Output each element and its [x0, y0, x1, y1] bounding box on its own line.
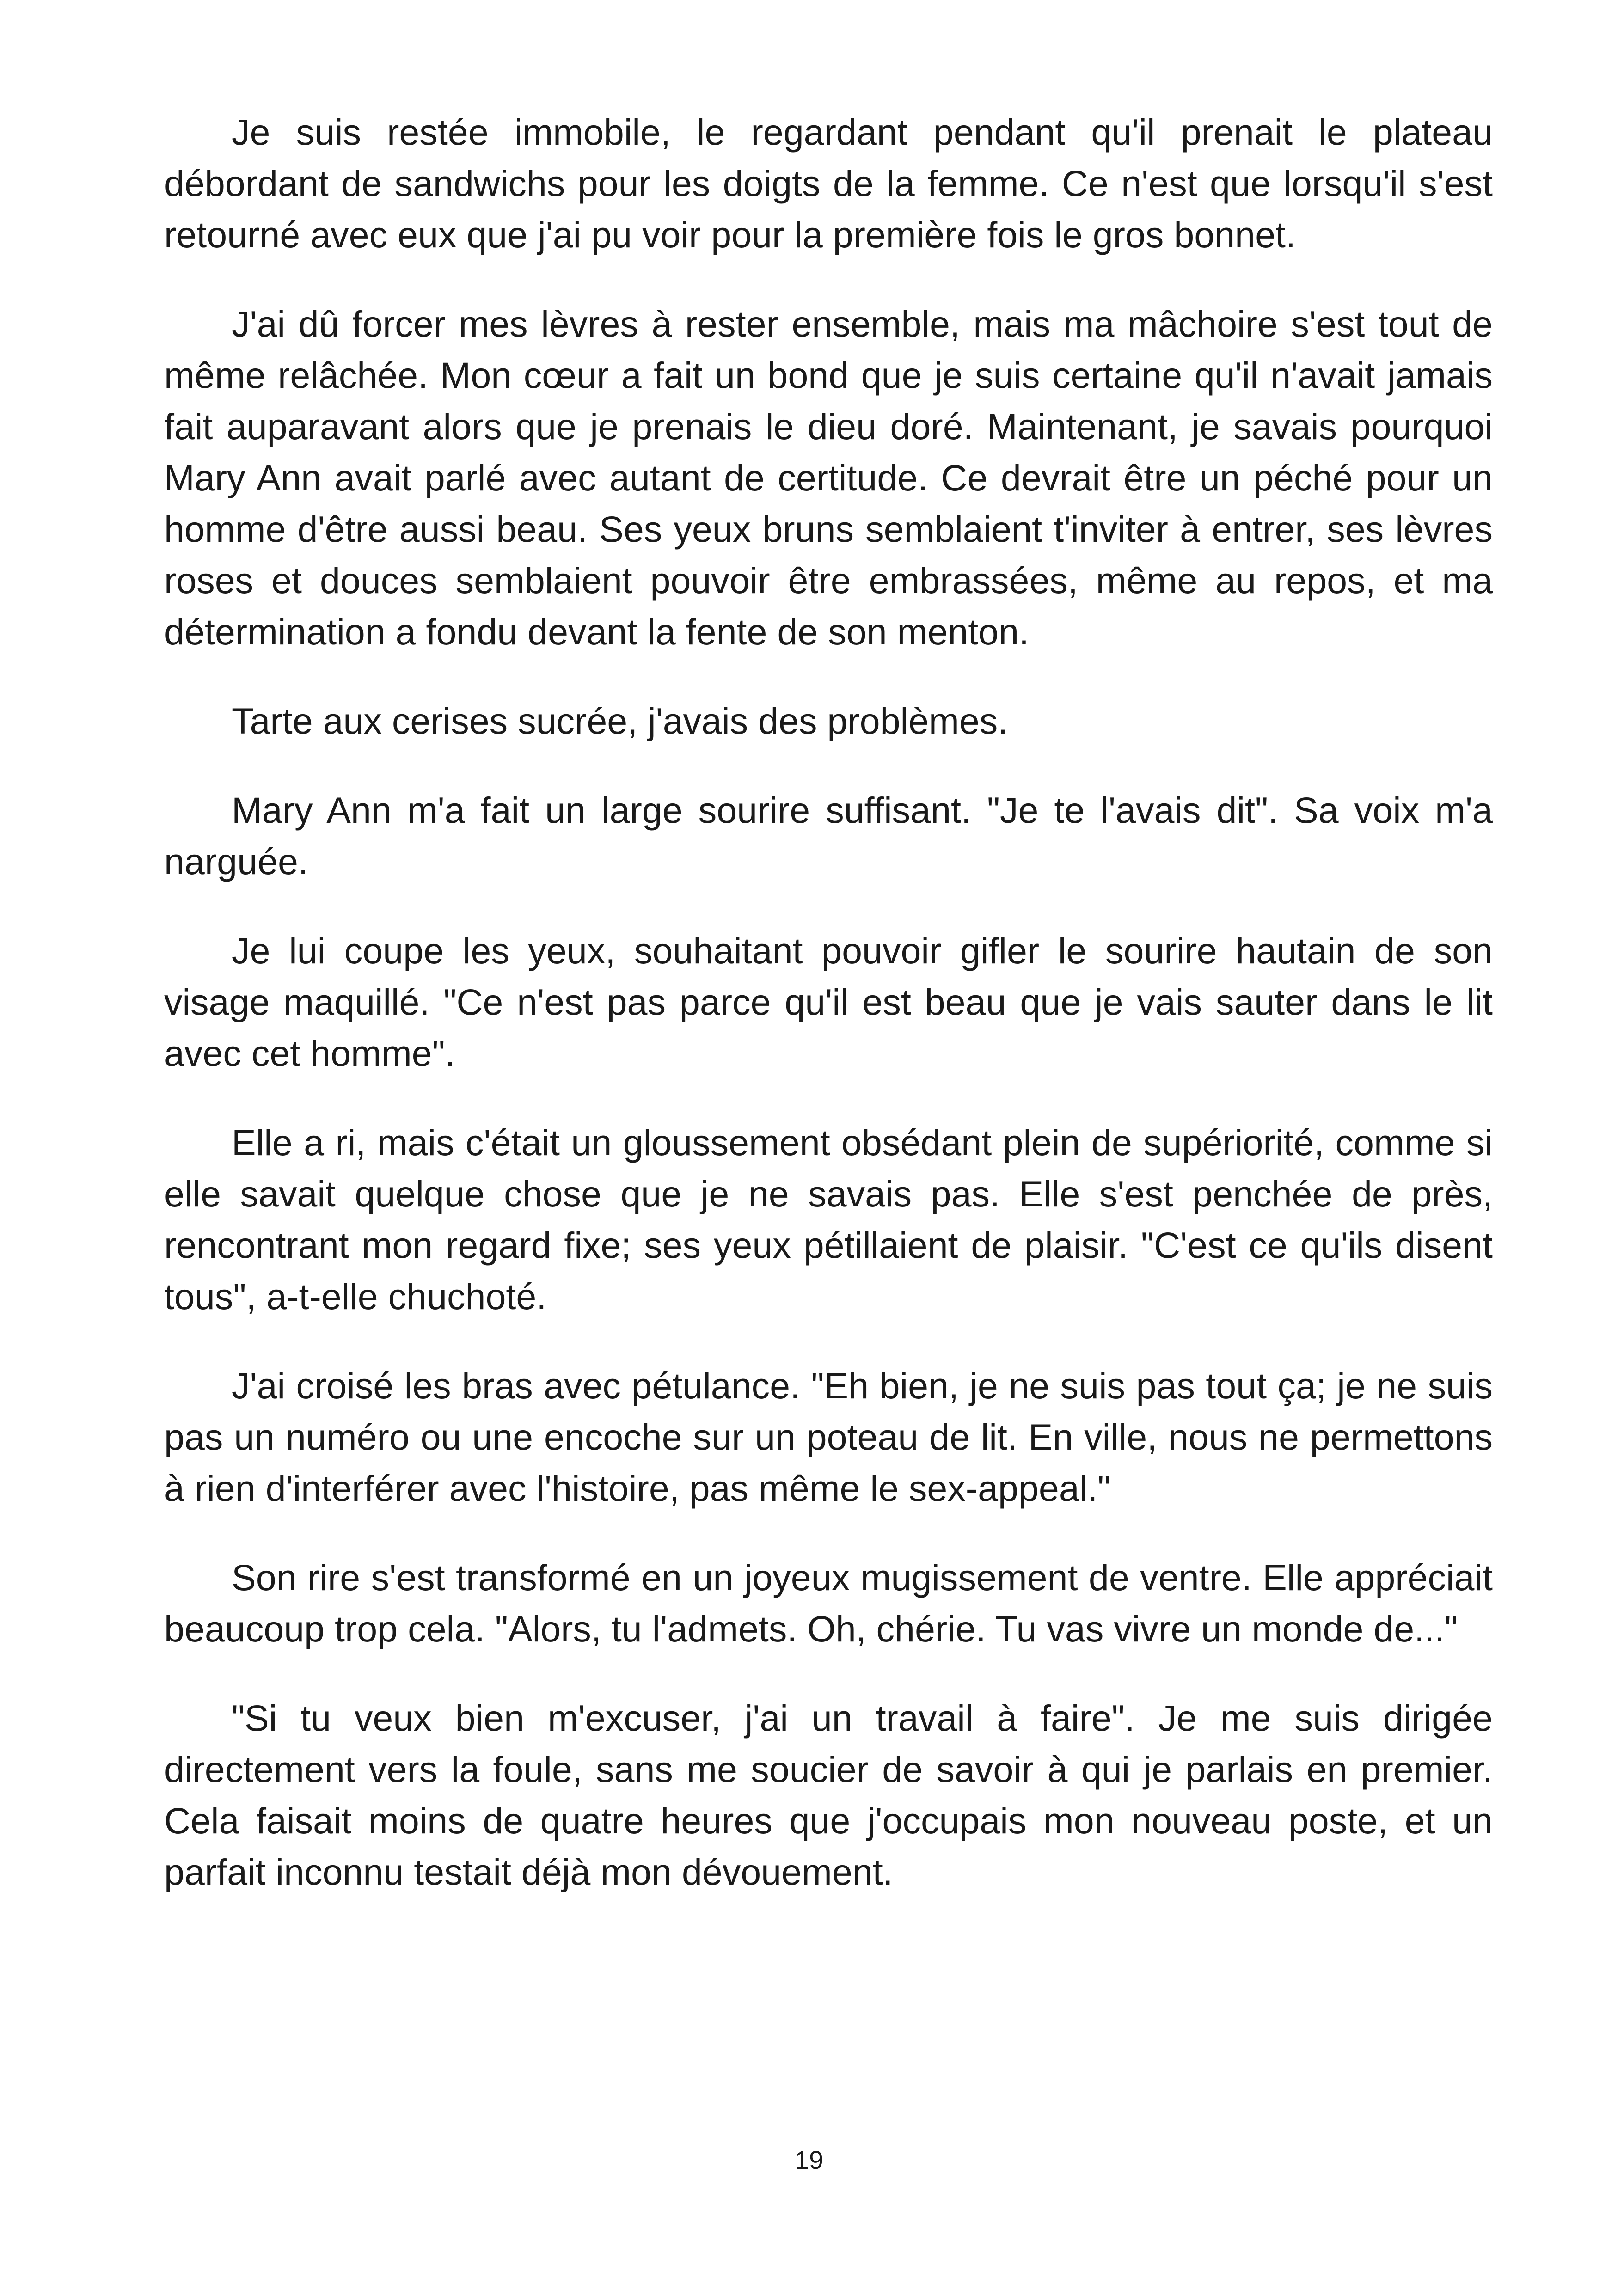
paragraph: Tarte aux cerises sucrée, j'avais des problèmes.: [232, 700, 1008, 741]
paragraph: J'ai croisé les bras avec pétulance. "Eh bien, je ne suis pas tout ça; je ne suis pas un numéro ou une encoche sur un poteau de lit. En ville, nous ne permettons à rien d'interférer avec l'histoire, pas même le sex-appeal.": [164, 1365, 1493, 1509]
paragraph: Je suis restée immobile, le regardant pendant qu'il prenait le plateau débordant de sandwichs pour les doigts de la femme. Ce n'est que lorsqu'il s'est retourné avec eux que j'ai pu voir pour la première fois le gros bonnet.: [164, 111, 1493, 255]
paragraph: J'ai dû forcer mes lèvres à rester ensemble, mais ma mâchoire s'est tout de même relâchée. Mon cœur a fait un bond que je suis certaine qu'il n'avait jamais fait auparavant alors que je prenais le dieu doré. Maintenant, je savais pourquoi Mary Ann avait parlé avec autant de certitude. Ce devrait être un péché pour un homme d'être aussi beau. Ses yeux bruns semblaient t'inviter à entrer, ses lèvres roses et douces semblaient pouvoir être embrassées, même au repos, et ma détermination a fondu devant la fente de son menton.: [164, 303, 1493, 652]
paragraph: Son rire s'est transformé en un joyeux mugissement de ventre. Elle appréciait beaucoup trop cela. "Alors, tu l'admets. Oh, chérie. Tu vas vivre un monde de...": [164, 1557, 1493, 1649]
paragraph: "Si tu veux bien m'excuser, j'ai un travail à faire". Je me suis dirigée directement vers la foule, sans me soucier de savoir à qui je parlais en premier. Cela faisait moins de quatre heures que j'occupais mon nouveau poste, et un parfait inconnu testait déjà mon dévouement.: [164, 1697, 1493, 1892]
paragraph: Je lui coupe les yeux, souhaitant pouvoir gifler le sourire hautain de son visage maquillé. "Ce n'est pas parce qu'il est beau que je vais sauter dans le lit avec cet homme".: [164, 930, 1493, 1074]
paragraph: Mary Ann m'a fait un large sourire suffisant. "Je te l'avais dit". Sa voix m'a narguée.: [164, 790, 1493, 882]
page-number: 19: [794, 2145, 824, 2174]
body-text: [164, 106, 1493, 1935]
paragraph: Elle a ri, mais c'était un gloussement obsédant plein de supériorité, comme si elle savait quelque chose que je ne savais pas. Elle s'est penchée de près, rencontrant mon regard fixe; ses yeux pétillaient de plaisir. "C'est ce qu'ils disent tous", a-t-elle chuchoté.: [164, 1122, 1493, 1317]
